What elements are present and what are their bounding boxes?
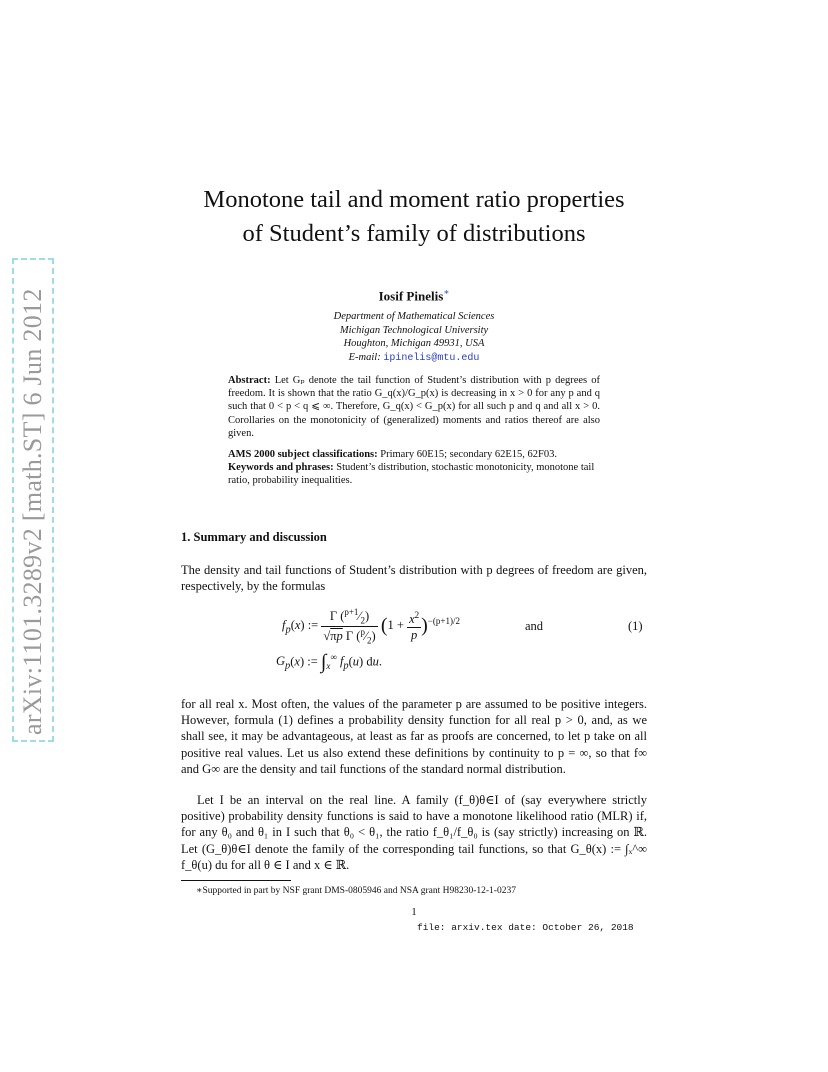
equation-density: $f_p(x)$ := $\frac{\Gamma (^{p+1}⁄_2)}{√\pi p \Gamma (^p⁄_2)}$ (1 + $\frac{x^2}{p}$ )$^{-(p+1)/2}$ xyxy=(282,607,460,646)
keywords-label: Keywords and phrases: xyxy=(228,462,334,474)
section-heading: 1. Summary and discussion xyxy=(181,530,327,544)
abstract-text: Let Gₚ denote the tail function of Student’s distribution with p degrees of freedom. It is shown that the ratio G_q(x)/G_p(x) is decreasing in x > 0 for any p and q such that 0 < p < q ⩽ ∞. Therefore, G_q(x) < G_p(x) for all such p and q and all x > 0. Corollaries on the monotonicity of (generalized) moments and ratios thereof are also given. xyxy=(228,375,601,439)
affiliation xyxy=(200,310,628,365)
author-footnote-mark[interactable]: ∗ xyxy=(443,287,450,297)
affiliation-dept: Department of Mathematical Sciences xyxy=(333,311,495,322)
ams-text: Primary 60E15; secondary 62E15, 62F03. xyxy=(380,449,557,460)
author-name: Iosif Pinelis xyxy=(378,288,444,304)
keywords xyxy=(228,461,600,487)
ams-label: AMS 2000 subject classifications: xyxy=(228,449,378,460)
paragraph-3: Let I be an interval on the real line. A family (f_θ)θ∈I of (say everywhere strictly positive) probability density functions is said to have a monotone likelihood ratio (MLR) if, for any θ₀ and θ₁ in I such that θ₀ < θ₁, the ratio f_θ₁/f_θ₀ is (say strictly) increasing on ℝ. Let (G_θ)θ∈I denote the family of the corresponding tail functions, so that G_θ(x) := ∫ₓ^∞ f_θ(u) du for all θ ∈ I and x ∈ ℝ. xyxy=(181,793,647,872)
page-number: 1 xyxy=(411,906,417,918)
equation-tail: $G_p(x)$ := $\int_x^\infty$ $f_p(u)$ du. xyxy=(276,651,382,673)
ams-classification xyxy=(228,448,600,461)
arxiv-stamp: arXiv:1101.3289v2 [math.ST] 6 Jun 2012 xyxy=(18,288,47,735)
abstract xyxy=(228,374,600,440)
affiliation-email-line xyxy=(200,351,628,366)
footnote-rule xyxy=(181,880,291,881)
email-label: E-mail: xyxy=(348,351,381,363)
author xyxy=(200,287,628,304)
paper-title: Monotone tail and moment ratio properties of Student’s family of distributions xyxy=(203,186,625,247)
equation-number: (1) xyxy=(628,619,643,633)
email-link[interactable]: ipinelis@mtu.edu xyxy=(383,352,480,364)
affiliation-univ: Michigan Technological University xyxy=(339,324,489,336)
paragraph-2: for all real x. Most often, the values of the parameter p are assumed to be positive integers. However, formula (1) defines a probability density function for all real p > 0, and, as we shall see, it may be advantageous, at least as far as proofs are concerned, to let p take on all positive real values. Let us also extend these definitions by continuity to p = ∞, so that f∞ and G∞ are the density and tail functions of the standard normal distribution. xyxy=(181,697,647,776)
classification-block xyxy=(228,448,600,488)
footnote: ∗Supported in part by NSF grant DMS-0805946 and NSA grant H98230-12-1-0237 xyxy=(196,886,516,896)
paragraph-1: The density and tail functions of Student’s distribution with p degrees of freedom are given, respectively, by the formulas xyxy=(181,563,647,594)
affiliation-city: Houghton, Michigan 49931, USA xyxy=(343,338,485,349)
equation-and: and xyxy=(525,619,544,633)
keywords-text: Student’s distribution, stochastic monotonicity, monotone tail ratio, probability inequalities. xyxy=(228,462,595,487)
abstract-label: Abstract: xyxy=(228,375,271,386)
file-date: file: arxiv.tex date: October 26, 2018 xyxy=(417,922,634,933)
